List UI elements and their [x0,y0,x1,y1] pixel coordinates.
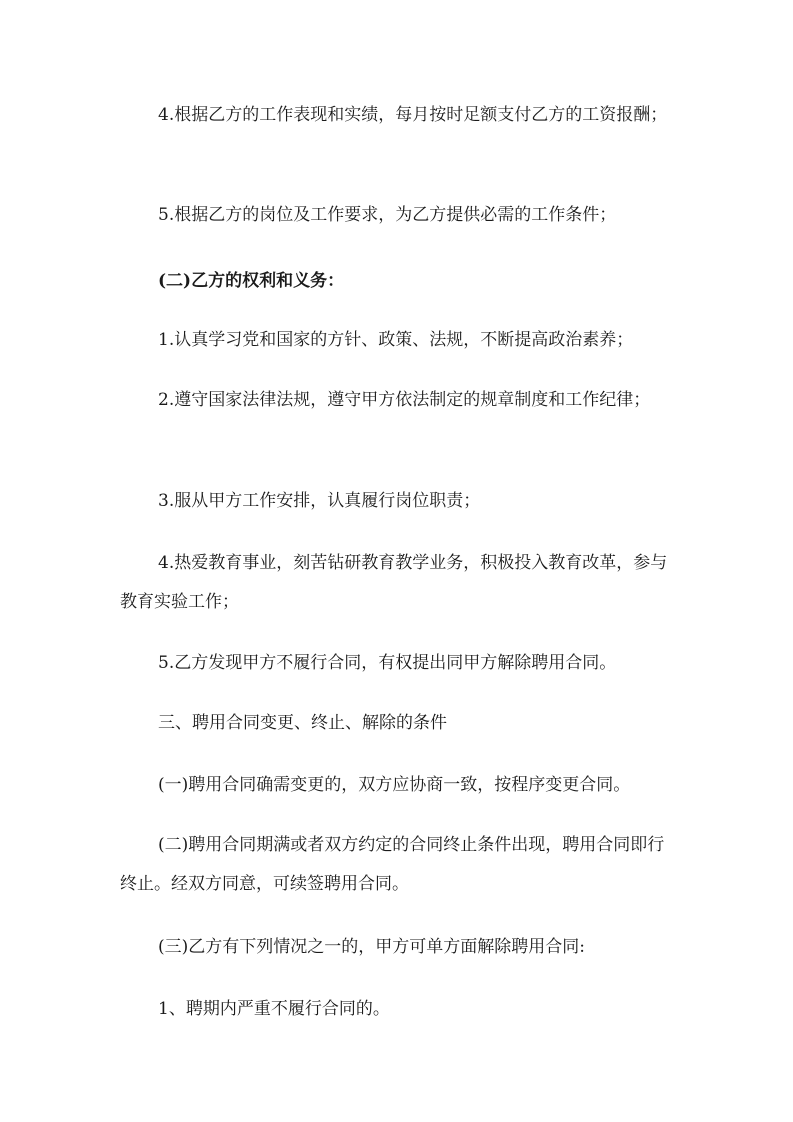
paragraph-party-b-duty-1: 1.认真学习党和国家的方针、政策、法规，不断提高政治素养； [158,330,634,350]
paragraph-contract-change-3: (三)乙方有下列情况之一的，甲方可单方面解除聘用合同: [158,937,585,957]
paragraph-party-a-duty-4: 4.根据乙方的工作表现和实绩，每月按时足额支付乙方的工资报酬； [158,105,668,125]
section-heading-party-b-rights: (二)乙方的权利和义务： [158,271,345,291]
paragraph-party-b-duty-2: 2.遵守国家法律法规，遵守甲方依法制定的规章制度和工作纪律； [158,390,651,410]
paragraph-party-b-duty-4: 4.热爱教育事业，刻苦钻研教育教学业务，积极投入教育改革，参与教育实验工作； [120,553,668,612]
paragraph-party-b-duty-5: 5.乙方发现甲方不履行合同，有权提出同甲方解除聘用合同。 [158,653,617,673]
section-heading-contract-change: 三、聘用合同变更、终止、解除的条件 [158,713,447,733]
paragraph-contract-change-2: (二)聘用合同期满或者双方约定的合同终止条件出现，聘用合同即行终止。经双方同意，可续签聘用合同。 [120,835,665,894]
paragraph-party-b-duty-3: 3.服从甲方工作安排，认真履行岗位职责； [158,491,481,511]
paragraph-termination-item-1: 1、聘期内严重不履行合同的。 [158,999,390,1019]
paragraph-contract-change-1: (一)聘用合同确需变更的，双方应协商一致，按程序变更合同。 [158,775,631,795]
paragraph-party-a-duty-5: 5.根据乙方的岗位及工作要求，为乙方提供必需的工作条件； [158,205,617,225]
